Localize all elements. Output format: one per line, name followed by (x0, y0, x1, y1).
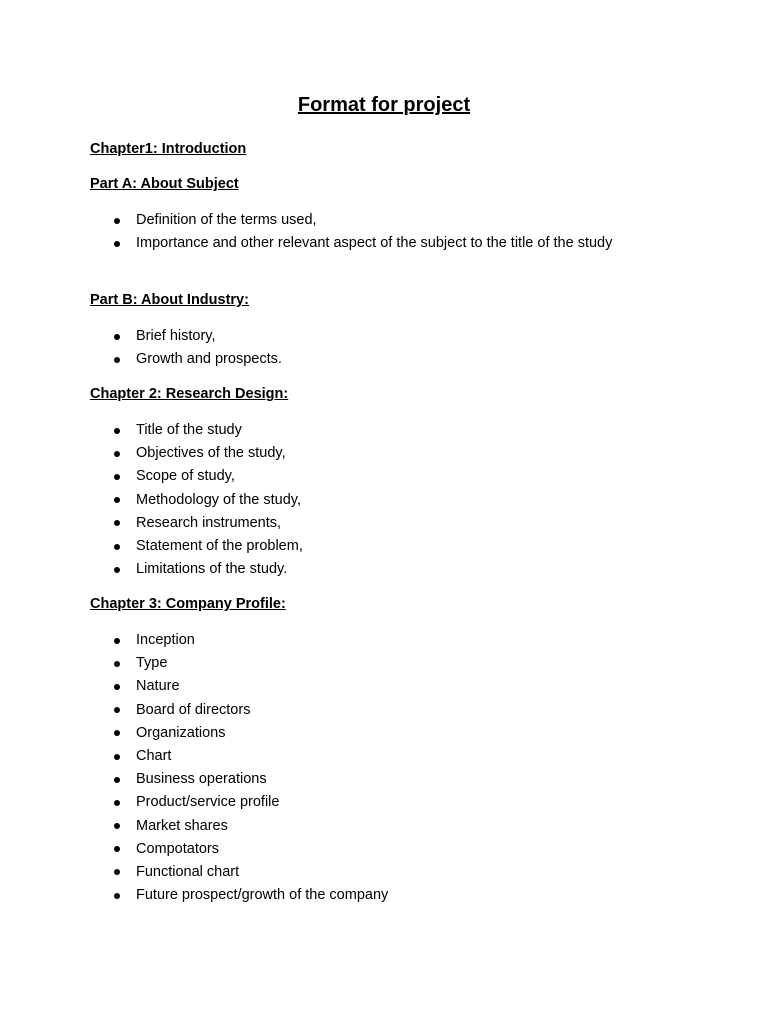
list-item (0, 722, 600, 745)
list-item-text: Methodology of the study, (136, 491, 301, 508)
bullet-icon (114, 567, 120, 573)
page-title-text: Format for project (297, 94, 471, 116)
list-item (0, 209, 600, 232)
heading-part-b: Part B: About Industry: (90, 292, 249, 308)
list-item-text: Business operations (136, 771, 267, 788)
bullet-icon (114, 638, 120, 644)
list-item-text: Inception (136, 632, 195, 648)
bullet-icon (114, 334, 120, 340)
list-item-text: Future prospect/growth of the company (136, 887, 389, 904)
list-item (0, 465, 600, 488)
list-item-text: Importance and other relevant aspect of the subject to the title of the study (136, 235, 613, 252)
list-item (0, 535, 600, 558)
part-a-list (0, 209, 613, 255)
list-item (0, 791, 600, 814)
list-item (0, 745, 600, 768)
list-item-text: Market shares (136, 817, 228, 834)
list-item (0, 675, 600, 698)
list-item-text: Objectives of the study, (136, 445, 286, 462)
list-item-text: Title of the study (136, 422, 242, 438)
bullet-icon (114, 218, 120, 224)
list-item-text: Chart (136, 747, 172, 764)
list-item (0, 325, 600, 348)
part-b-list (0, 325, 600, 371)
list-item-text: Definition of the terms used, (136, 212, 317, 228)
list-item (0, 232, 646, 255)
list-item (0, 629, 600, 652)
chapter-2-list (0, 419, 600, 581)
heading-chapter-1: Chapter1: Introduction (90, 141, 247, 157)
list-item (0, 815, 600, 838)
list-item-text: Statement of the problem, (136, 537, 303, 554)
list-item-text: Limitations of the study. (136, 561, 288, 578)
list-item (0, 512, 600, 535)
bullet-icon (114, 846, 120, 852)
list-item (0, 652, 600, 675)
bullet-icon (114, 241, 120, 247)
list-item-text: Product/service profile (136, 794, 280, 811)
bullet-icon (114, 684, 120, 690)
list-item-text: Growth and prospects. (136, 351, 282, 368)
bullet-icon (114, 544, 120, 550)
bullet-icon (114, 357, 120, 363)
list-item (0, 768, 600, 791)
list-item-text: Brief history, (136, 328, 216, 344)
bullet-icon (114, 428, 120, 434)
bullet-icon (114, 451, 120, 457)
bullet-icon (114, 474, 120, 480)
list-item (0, 442, 600, 465)
bullet-icon (114, 777, 120, 783)
bullet-icon (114, 754, 120, 760)
list-item (0, 419, 600, 442)
heading-chapter-2: Chapter 2: Research Design: (90, 386, 289, 402)
list-item (0, 489, 600, 512)
list-item-text: Organizations (136, 724, 226, 741)
heading-part-a: Part A: About Subject (90, 176, 239, 192)
bullet-icon (114, 893, 120, 899)
bullet-icon (114, 730, 120, 736)
list-item-text: Nature (136, 678, 180, 695)
bullet-icon (114, 497, 120, 503)
bullet-icon (114, 520, 120, 526)
list-item-text: Research instruments, (136, 514, 282, 531)
chapter-3-list (0, 629, 600, 907)
bullet-icon (114, 869, 120, 875)
list-item-text: Board of directors (136, 701, 251, 718)
list-item-text: Functional chart (136, 863, 240, 880)
list-item (0, 838, 600, 861)
page-title (0, 94, 768, 117)
bullet-icon (114, 823, 120, 829)
list-item (0, 861, 600, 884)
list-item (0, 699, 600, 722)
list-item (0, 348, 600, 371)
list-item-text: Type (136, 655, 168, 672)
list-item (0, 558, 600, 581)
list-item-text: Scope of study, (136, 468, 235, 485)
bullet-icon (114, 707, 120, 713)
heading-chapter-3: Chapter 3: Company Profile: (90, 596, 286, 612)
list-item (0, 884, 600, 907)
list-item-text: Compotators (136, 840, 220, 857)
bullet-icon (114, 661, 120, 667)
bullet-icon (114, 800, 120, 806)
